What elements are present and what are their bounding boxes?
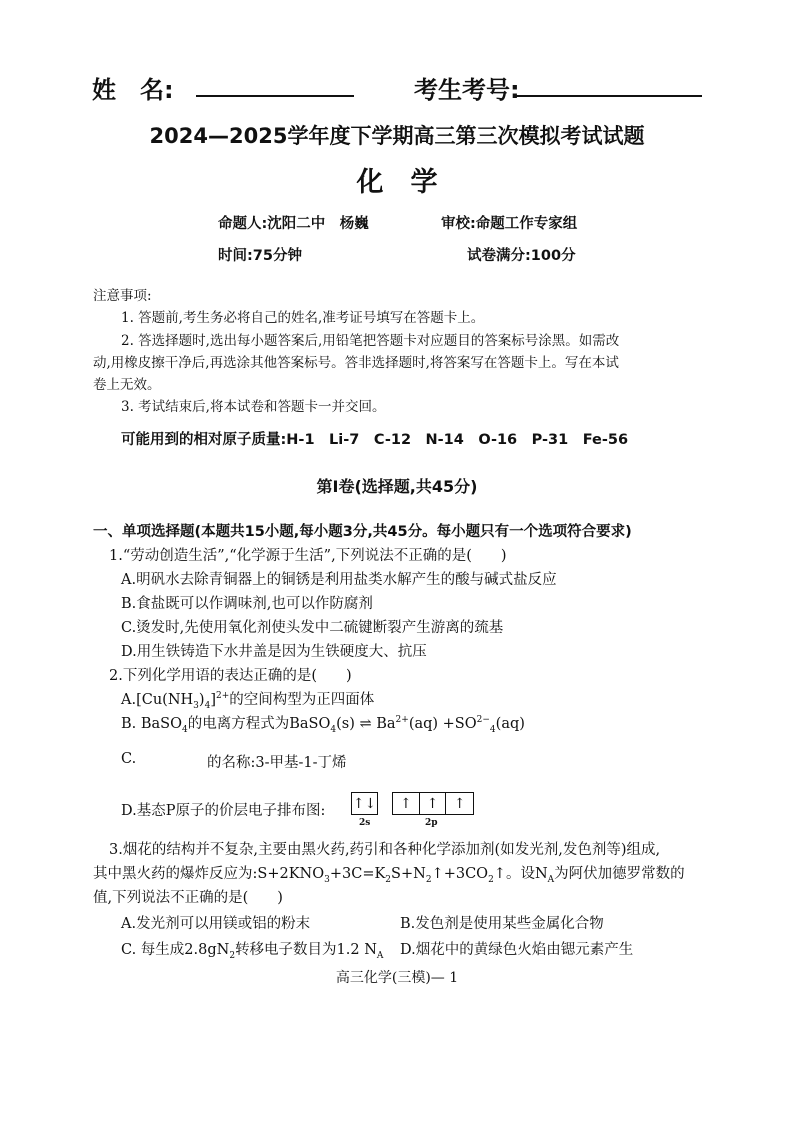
q1-option-b[interactable]: B.食盐既可以作调味剂,也可以作防腐剂 <box>121 596 373 612</box>
note-2-line-3: 卷上无效。 <box>93 377 161 393</box>
q2-option-a[interactable]: $A.[Cu(NH_3)_4]^{2+}$的空间构型为正四面体 <box>121 691 375 711</box>
notes-title: 注意事项: <box>93 288 152 304</box>
q3-option-a[interactable]: A.发光剂可以用镁或铝的粉末 <box>121 916 311 932</box>
q3-option-c[interactable]: C. 每生成$2.8gN_2$转移电子数目为1.2 $N_A$ <box>121 942 384 961</box>
orbital-2p-box <box>392 792 474 815</box>
subject-title: 化 学 <box>356 167 438 198</box>
exam-title: 2024—2025学年度下学期高三第三次模拟考试试题 <box>149 124 645 148</box>
exam-time: 时间:75分钟 <box>218 248 302 264</box>
student-id-label: 考生考号: <box>414 76 520 104</box>
q3-stem-line-2: 其中黑火药的爆炸反应为$:S+2KNO_3+3C=K_2S+N_2↑+3CO_2↑$。设$N_A$为阿伏加德罗常数的 <box>93 866 685 885</box>
part-title: 一、单项选择题(本题共15小题,每小题3分,共45分。每小题只有一个选项符合要求) <box>93 524 632 540</box>
note-2-line-1: 2. 答选择题时,选出每小题答案后,用铅笔把答题卡对应题目的答案标号涂黑。如需改 <box>121 333 620 349</box>
atomic-masses: 可能用到的相对原子质量:H-1 Li-7 C-12 N-14 O-16 P-31 Fe-56 <box>121 432 629 448</box>
note-3: 3. 考试结束后,将本试卷和答题卡一并交回。 <box>121 399 386 415</box>
q1-stem: 1.“劳动创造生活”,“化学源于生活”,下列说法不正确的是( ) <box>109 548 507 564</box>
section-title: 第I卷(选择题,共45分) <box>316 477 478 496</box>
q1-option-c[interactable]: C.烫发时,先使用氧化剂使头发中二硫键断裂产生游离的巯基 <box>121 620 504 636</box>
q2-stem: 2.下列化学用语的表达正确的是( ) <box>109 668 352 684</box>
orbital-2p-arrow: ↑ <box>393 793 420 814</box>
name-blank[interactable] <box>196 95 354 97</box>
q3-stem-line-1: 3.烟花的结构并不复杂,主要由黑火药,药引和各种化学添加剂(如发光剂,发色剂等)组成, <box>109 842 661 858</box>
q2-option-c-label[interactable]: C. <box>121 751 137 767</box>
orbital-2s-paired-arrows: ↑↓ <box>352 795 377 812</box>
reviewer: 审校:命题工作专家组 <box>441 216 578 232</box>
note-1: 1. 答题前,考生务必将自己的姓名,准考证号填写在答题卡上。 <box>121 310 485 326</box>
page-footer: 高三化学(三模)— 1 <box>335 970 459 986</box>
student-id-blank[interactable] <box>514 95 702 97</box>
orbital-2p-arrow: ↑ <box>420 793 447 814</box>
q2-option-b[interactable]: B. BaSO$_4$的电离方程式为BaSO$_4$(s) ⇌ $Ba^{2+}(aq) +SO^{2-}_4(aq)$ <box>121 715 525 735</box>
full-score: 试卷满分:100分 <box>467 248 576 264</box>
q1-option-a[interactable]: A.明矾水去除青铜器上的铜锈是利用盐类水解产生的酸与碱式盐反应 <box>121 572 557 588</box>
q2-option-c-text: 的名称:3-甲基-1-丁烯 <box>207 755 347 771</box>
orbital-2p-arrow: ↑ <box>453 795 466 812</box>
q3-option-b[interactable]: B.发色剂是使用某些金属化合物 <box>400 916 604 932</box>
q3-stem-line-3: 值,下列说法不正确的是( ) <box>93 890 283 906</box>
name-label: 姓 名: <box>92 76 174 104</box>
author: 命题人:沈阳二中 杨巍 <box>218 216 369 232</box>
orbital-2s-label: 2s <box>359 818 371 828</box>
q3-option-d[interactable]: D.烟花中的黄绿色火焰由锶元素产生 <box>400 942 634 958</box>
note-2-line-2: 动,用橡皮擦干净后,再选涂其他答案标号。答非选择题时,将答案写在答题卡上。写在本试 <box>93 355 619 371</box>
q1-option-d[interactable]: D.用生铁铸造下水井盖是因为生铁硬度大、抗压 <box>121 644 427 660</box>
orbital-2s-box <box>351 792 378 815</box>
q2-option-d[interactable]: D.基态P原子的价层电子排布图: <box>121 803 326 819</box>
orbital-2p-label: 2p <box>425 818 438 828</box>
